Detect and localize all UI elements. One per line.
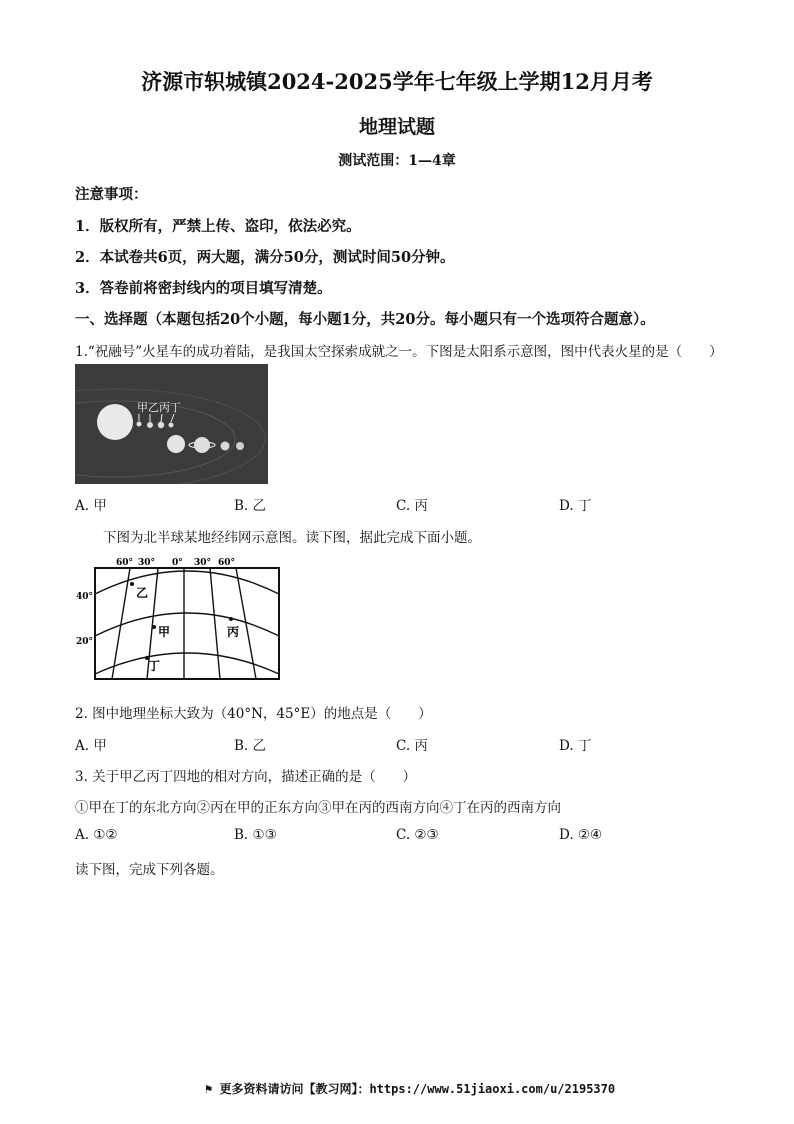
planet-labels: 甲乙丙丁 xyxy=(137,401,181,414)
q3-option-c[interactable]: C. ②③ xyxy=(396,827,439,843)
point-jia-dot xyxy=(152,625,156,629)
point-ding-dot xyxy=(145,656,149,660)
q2-option-b[interactable]: B. 乙 xyxy=(234,738,267,754)
notice-heading: 注意事项： xyxy=(75,186,148,203)
exam-subject: 地理试题 xyxy=(358,116,435,138)
lat-label-20: 20° xyxy=(76,637,94,647)
lon-label-60e: 60° xyxy=(218,558,236,568)
q2-option-c[interactable]: C. 丙 xyxy=(396,738,428,754)
lat-label-40: 40° xyxy=(76,592,94,602)
intro-grid-map: 下图为北半球某地经纬网示意图。读下图，据此完成下面小题。 xyxy=(103,530,481,546)
footer-text: 更多资料请访问【教习网】：https://www.51jiaoxi.com/u/2195370 xyxy=(219,1082,616,1096)
test-scope: 测试范围：1—4章 xyxy=(338,153,456,169)
footer-link[interactable] xyxy=(205,1080,615,1097)
section-heading: 一、选择题（本题包括20个小题，每小题1分，共20分。每小题只有一个选项符合题意）。 xyxy=(75,311,655,328)
point-bing-label: 丙 xyxy=(227,625,240,639)
lat-lon-grid-figure xyxy=(72,554,284,684)
question-3-stem: 3. 关于甲乙丙丁四地的相对方向，描述正确的是（ ） xyxy=(75,769,417,785)
q2-option-a[interactable]: A. 甲 xyxy=(75,738,107,754)
q1-option-a[interactable]: A. 甲 xyxy=(75,498,107,514)
intro-next-figure: 读下图，完成下列各题。 xyxy=(75,862,224,878)
solar-system-diagram xyxy=(75,364,268,484)
notice-item-1: 1．版权所有，严禁上传、盗印，依法必究。 xyxy=(75,218,361,235)
lon-label-0: 0° xyxy=(172,558,183,568)
q1-option-c[interactable]: C. 丙 xyxy=(396,498,428,514)
point-yi-dot xyxy=(130,582,134,586)
lon-label-30e: 30° xyxy=(194,558,212,568)
notice-item-3: 3．答卷前将密封线内的项目填写清楚。 xyxy=(75,280,332,297)
q1-option-d[interactable]: D. 丁 xyxy=(559,498,592,514)
flag-icon: ⚑ xyxy=(205,1082,220,1096)
sun-circle xyxy=(97,404,133,440)
solar-system-figure xyxy=(75,364,268,484)
point-jia-label: 甲 xyxy=(158,625,171,639)
exam-title: 济源市轵城镇2024-2025学年七年级上学期12月月考 xyxy=(141,69,653,94)
q3-option-b[interactable]: B. ①③ xyxy=(234,827,277,843)
notice-item-2: 2．本试卷共6页，两大题，满分50分，测试时间50分钟。 xyxy=(75,249,455,266)
lat-lon-grid-diagram xyxy=(72,554,284,684)
q3-option-d[interactable]: D. ②④ xyxy=(559,827,603,843)
point-bing-dot xyxy=(229,617,233,621)
point-ding-label: 丁 xyxy=(148,659,161,673)
question-3-statements: ①甲在丁的东北方向②丙在甲的正东方向③甲在丙的西南方向④丁在丙的西南方向 xyxy=(75,800,561,816)
question-2-stem: 2. 图中地理坐标大致为（40°N，45°E）的地点是（ ） xyxy=(75,706,432,722)
question-1-stem: 1.“祝融号”火星车的成功着陆，是我国太空探索成就之一。下图是太阳系示意图，图中代表火星的是（ ） xyxy=(75,344,723,360)
lon-label-60w: 60° xyxy=(116,558,134,568)
q3-option-a[interactable]: A. ①② xyxy=(75,827,118,843)
lon-label-30w: 30° xyxy=(138,558,156,568)
q2-option-d[interactable]: D. 丁 xyxy=(559,738,592,754)
q1-option-b[interactable]: B. 乙 xyxy=(234,498,267,514)
point-yi-label: 乙 xyxy=(136,586,149,600)
